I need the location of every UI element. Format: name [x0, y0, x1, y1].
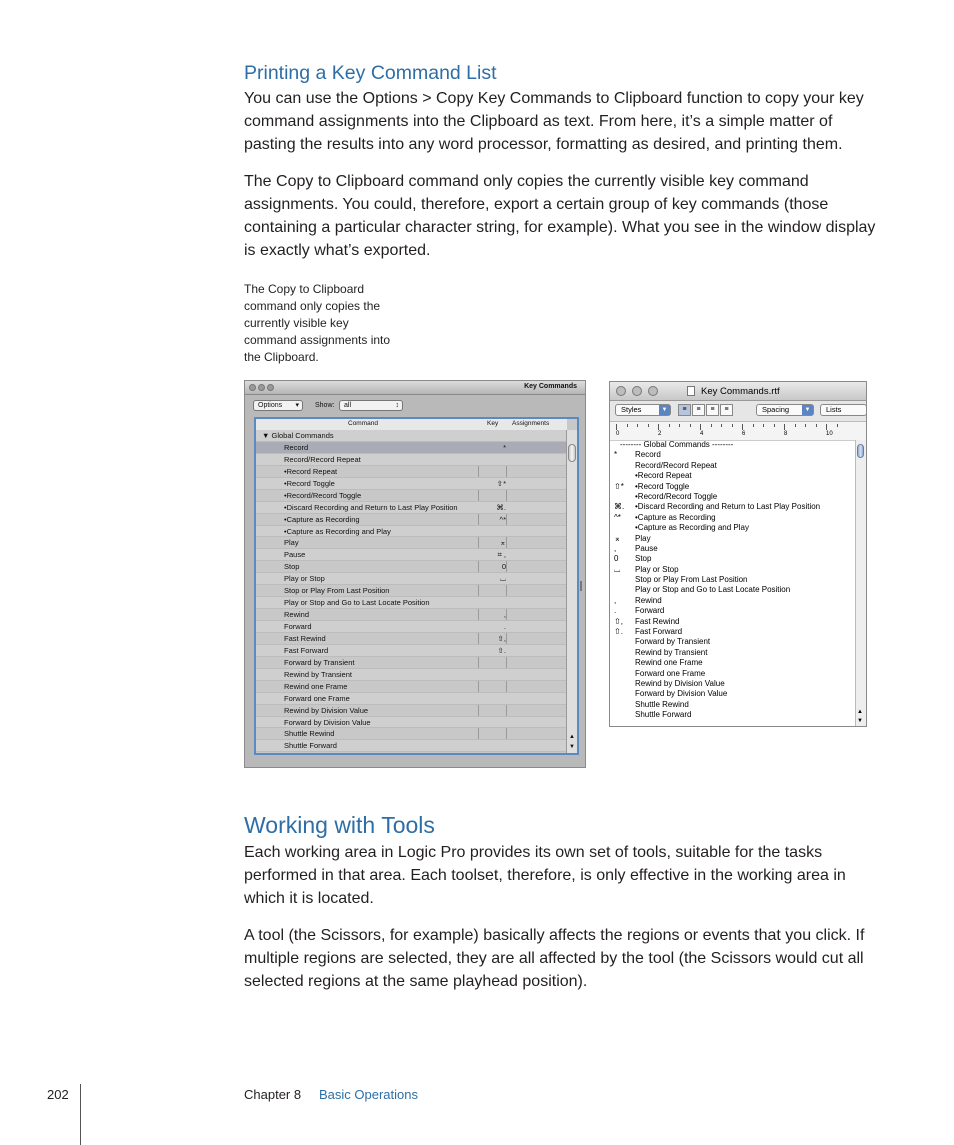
ruler-tick	[784, 424, 785, 430]
text-line	[614, 513, 854, 523]
divider-handle[interactable]	[580, 581, 582, 591]
line-text: Rewind	[635, 595, 662, 605]
ruler-tick	[763, 424, 764, 427]
table-row[interactable]	[256, 669, 567, 681]
chevron-down-icon: ▼	[659, 405, 670, 415]
line-text: Rewind by Division Value	[635, 678, 725, 688]
line-text: -------- Global Commands --------	[620, 440, 734, 449]
line-text: Forward one Frame	[635, 668, 706, 678]
line-text: •Record Toggle	[635, 481, 690, 491]
align-left-icon[interactable]: ≡	[678, 404, 691, 416]
command-key: *	[503, 442, 506, 452]
line-text: Play	[635, 533, 651, 543]
text-line	[614, 596, 854, 606]
text-line	[614, 648, 854, 658]
ruler-tick	[616, 424, 617, 430]
line-text: Stop or Play From Last Position	[635, 575, 748, 585]
command-key: ⌅	[499, 538, 506, 548]
ruler-tick	[679, 424, 680, 427]
command-name: •Record Toggle	[284, 478, 335, 488]
ruler-tick	[658, 424, 659, 430]
command-key: ⌴	[500, 574, 506, 584]
line-text: Record	[635, 450, 661, 460]
text-line	[614, 523, 854, 533]
ruler-tick	[805, 424, 806, 427]
line-text: Fast Forward	[635, 627, 683, 637]
ruler-tick	[711, 424, 712, 427]
command-name: Forward	[284, 622, 312, 631]
close-window-icon	[616, 386, 626, 396]
ruler-number: 4	[700, 431, 704, 437]
text-line	[614, 700, 854, 710]
document-icon	[687, 386, 695, 396]
text-line	[614, 679, 854, 689]
zoom-window-icon	[267, 384, 274, 391]
ruler-tick	[732, 424, 733, 427]
text-line	[614, 554, 854, 564]
command-name: •Capture as Recording	[284, 514, 360, 524]
command-name: Pause	[284, 550, 306, 560]
text-line	[614, 585, 854, 595]
command-key: ⌗ ,	[497, 550, 506, 560]
scroll-thumb[interactable]	[857, 444, 864, 458]
ruler-tick	[648, 424, 649, 427]
ruler-tick	[816, 424, 817, 427]
command-name: Rewind by Transient	[284, 669, 352, 679]
command-key: .	[503, 622, 506, 631]
line-text: Rewind one Frame	[635, 658, 703, 668]
command-name: Play or Stop and Go to Last Locate Position	[284, 598, 430, 608]
line-key: 0	[614, 554, 619, 564]
ruler-tick	[774, 424, 775, 427]
ruler-tick	[837, 424, 838, 427]
command-name: •Discard Recording and Return to Last Play Position	[284, 502, 458, 512]
paragraph: A tool (the Scissors, for example) basically affects the regions or events that you click. If multiple regions are selected, they are all affected by the tool (the Scissors would cut all selected regions at the same playhead position).	[244, 927, 865, 990]
scroll-up-arrow-icon[interactable]: ▲	[569, 734, 575, 740]
line-text: Rewind by Transient	[635, 647, 708, 657]
text-line	[614, 606, 854, 616]
command-name: Shuttle Forward	[284, 741, 337, 751]
table-row[interactable]	[256, 597, 567, 609]
command-name: •Record/Record Toggle	[284, 490, 362, 500]
format-toolbar	[610, 401, 866, 422]
chapter-label: Chapter 8	[244, 1087, 302, 1102]
table-row[interactable]	[256, 740, 567, 752]
line-key: ⇧,	[614, 616, 623, 626]
table-row[interactable]	[256, 657, 567, 669]
line-key: ⌅	[614, 533, 621, 543]
ruler-tick	[627, 424, 628, 427]
line-text: Play or Stop	[635, 564, 679, 574]
show-filter-popup[interactable]: all ↕	[339, 400, 403, 411]
chevron-down-icon: ▼	[802, 405, 813, 415]
align-right-icon[interactable]: ≡	[720, 404, 733, 416]
line-key: .	[614, 606, 617, 616]
table-row[interactable]	[256, 633, 567, 645]
line-text: Play or Stop and Go to Last Locate Position	[635, 585, 791, 595]
text-line	[614, 565, 854, 575]
scroll-thumb[interactable]	[568, 444, 576, 462]
vertical-scrollbar[interactable]	[566, 430, 577, 753]
text-line	[614, 534, 854, 544]
page-number: 202	[47, 1087, 69, 1102]
table-row[interactable]	[256, 549, 567, 561]
text-line	[614, 669, 854, 679]
ruler-tick	[742, 424, 743, 430]
text-line	[614, 450, 854, 460]
ruler-tick	[690, 424, 691, 427]
line-key: *	[614, 450, 618, 460]
line-text: Fast Rewind	[635, 616, 680, 626]
table-row[interactable]	[256, 561, 567, 573]
line-key: ⇧.	[614, 627, 623, 637]
show-label: Show:	[315, 402, 335, 409]
section-heading-working-with-tools: Working with Tools	[244, 812, 435, 838]
table-row[interactable]	[256, 717, 567, 729]
line-text: •Record Repeat	[635, 471, 692, 481]
ruler[interactable]	[610, 422, 866, 441]
key-commands-window-screenshot	[244, 380, 586, 768]
command-name: Fast Forward	[284, 645, 329, 655]
ruler-number: 2	[658, 431, 662, 437]
vertical-scrollbar[interactable]	[855, 440, 866, 726]
table-row[interactable]	[256, 693, 567, 705]
rtf-document-window-screenshot	[609, 381, 867, 727]
line-key: ⌴	[614, 564, 621, 574]
table-row[interactable]	[256, 681, 567, 693]
ruler-tick	[826, 424, 827, 430]
document-text[interactable]	[614, 440, 854, 721]
command-name: Record	[284, 442, 309, 452]
command-name: •Record Repeat	[284, 466, 338, 476]
ruler-number: 0	[616, 431, 620, 437]
line-text: Forward	[635, 606, 665, 616]
line-text: •Record/Record Toggle	[635, 491, 718, 501]
command-name: Forward by Transient	[284, 657, 355, 667]
paragraph: The Copy to Clipboard command only copies the currently visible key command assignments. You could, therefore, export a certain group of key commands (those containing a particular character string, for example). What you see in the window display is exactly what’s exported.	[244, 173, 876, 259]
command-name: Play or Stop	[284, 574, 325, 584]
chevron-down-icon: ▾	[295, 402, 299, 409]
text-line	[614, 627, 854, 637]
line-text: •Capture as Recording and Play	[635, 523, 749, 533]
command-key: ⇧,	[497, 633, 506, 643]
figure-caption: The Copy to Clipboard command only copies the currently visible key command assignments into the Clipboard.	[244, 282, 391, 364]
command-name: Stop	[284, 562, 300, 572]
footer-divider	[80, 1084, 81, 1145]
window-title: Key Commands	[524, 383, 577, 390]
table-body	[256, 430, 567, 752]
command-key: ⇧*	[496, 478, 506, 488]
table-row[interactable]	[256, 609, 567, 621]
table-row[interactable]	[256, 728, 567, 740]
paragraph: Each working area in Logic Pro provides its own set of tools, suitable for the tasks performed in that area. Each toolset, therefore, is only effective in the working area in which it is located.	[244, 844, 846, 907]
command-name: •Capture as Recording and Play	[284, 526, 391, 536]
toolbar	[245, 395, 585, 417]
line-text: Shuttle Forward	[635, 710, 692, 720]
column-header-key[interactable]: Key	[487, 420, 499, 427]
text-line	[614, 575, 854, 585]
command-name: Shuttle Rewind	[284, 729, 335, 739]
text-line	[614, 502, 854, 512]
command-name: Fast Rewind	[284, 633, 326, 643]
ruler-tick	[795, 424, 796, 427]
table-row[interactable]	[256, 442, 567, 454]
command-name: Rewind	[284, 610, 310, 620]
updown-arrows-icon: ↕	[395, 402, 399, 409]
command-name: ▼ Global Commands	[262, 431, 334, 440]
ruler-number: 6	[742, 431, 746, 437]
minimize-window-icon	[258, 384, 265, 391]
text-line	[614, 617, 854, 627]
command-name: Rewind one Frame	[284, 681, 348, 691]
command-name: Play	[284, 538, 299, 548]
scroll-down-arrow-icon[interactable]: ▼	[569, 744, 575, 750]
ruler-tick	[753, 424, 754, 427]
table-row[interactable]	[256, 430, 567, 442]
text-line	[614, 482, 854, 492]
lists-popup[interactable]: Lists	[820, 404, 867, 416]
window-titlebar	[245, 381, 585, 395]
command-key: 0	[501, 562, 506, 572]
text-line	[614, 637, 854, 647]
line-text: •Capture as Recording	[635, 512, 716, 522]
table-row[interactable]	[256, 645, 567, 657]
ruler-number: 10	[826, 431, 833, 437]
ruler-tick	[637, 424, 638, 427]
options-menu[interactable]: Options ▾	[253, 400, 303, 411]
table-row[interactable]	[256, 573, 567, 585]
table-row[interactable]	[256, 466, 567, 478]
line-text: Forward by Division Value	[635, 689, 728, 699]
line-key: ,	[614, 595, 617, 605]
table-row[interactable]	[256, 705, 567, 717]
column-header-assignments[interactable]: Assignments	[512, 420, 550, 427]
ruler-tick	[700, 424, 701, 430]
ruler-tick	[669, 424, 670, 427]
command-name: Forward one Frame	[284, 693, 350, 703]
styles-popup[interactable]: Styles ▼	[615, 404, 671, 416]
spacing-popup[interactable]: Spacing ▼	[756, 404, 814, 416]
column-header-command[interactable]: Command	[348, 420, 378, 427]
table-row[interactable]	[256, 621, 567, 633]
text-line	[614, 710, 854, 720]
command-key: ⇧.	[497, 645, 506, 655]
line-text: Forward by Transient	[635, 637, 711, 647]
table-row[interactable]	[256, 585, 567, 597]
scroll-down-arrow-icon[interactable]: ▼	[857, 718, 863, 724]
table-row[interactable]	[256, 454, 567, 466]
table-row[interactable]	[256, 478, 567, 490]
command-name: Stop or Play From Last Position	[284, 586, 390, 596]
text-line	[614, 544, 854, 554]
text-line	[614, 461, 854, 471]
line-text: •Discard Recording and Return to Last Play Position	[635, 502, 821, 512]
line-text: Stop	[635, 554, 652, 564]
command-name: Record/Record Repeat	[284, 454, 361, 464]
text-line	[614, 492, 854, 502]
ruler-number: 8	[784, 431, 788, 437]
text-line	[614, 471, 854, 481]
align-center-icon[interactable]: ≡	[692, 404, 705, 416]
paragraph: You can use the Options > Copy Key Commands to Clipboard function to copy your key command assignments into the Clipboard as text. From here, it’s a simple matter of pasting the results into any word processor, formatting as desired, and printing them.	[244, 90, 864, 153]
window-title: Key Commands.rtf	[701, 386, 780, 397]
line-key: ,	[614, 543, 617, 553]
close-window-icon	[249, 384, 256, 391]
line-key: ⇧*	[614, 481, 624, 491]
line-key: ^*	[614, 512, 621, 522]
line-text: Record/Record Repeat	[635, 460, 717, 470]
table-row[interactable]	[256, 490, 567, 502]
minimize-window-icon	[632, 386, 642, 396]
window-titlebar	[610, 382, 866, 401]
text-line	[614, 658, 854, 668]
command-key: ^*	[499, 514, 506, 524]
command-key: ⌘.	[496, 502, 506, 512]
line-text: Pause	[635, 543, 658, 553]
table-row[interactable]	[256, 514, 567, 526]
line-text: Shuttle Rewind	[635, 699, 689, 709]
section-heading-printing: Printing a Key Command List	[244, 62, 497, 84]
align-justify-icon[interactable]: ≡	[706, 404, 719, 416]
table-row[interactable]	[256, 537, 567, 549]
ruler-tick	[721, 424, 722, 427]
table-row[interactable]	[256, 502, 567, 514]
chapter-title: Basic Operations	[319, 1087, 418, 1102]
scroll-up-arrow-icon[interactable]: ▲	[857, 709, 863, 715]
text-line	[614, 440, 854, 450]
line-key: ⌘.	[614, 502, 625, 512]
table-row[interactable]	[256, 526, 567, 538]
text-line	[614, 689, 854, 699]
command-name: Forward by Division Value	[284, 717, 371, 727]
command-key: ,	[503, 610, 506, 620]
command-name: Rewind by Division Value	[284, 705, 369, 715]
zoom-window-icon	[648, 386, 658, 396]
key-commands-table	[254, 417, 579, 755]
